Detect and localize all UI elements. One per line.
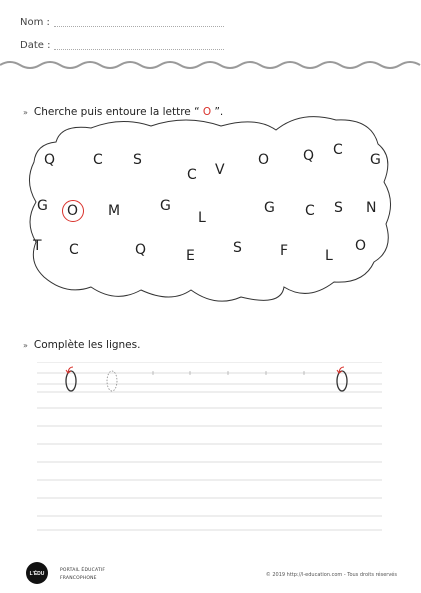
instruction-suffix: ”.: [214, 106, 224, 118]
svg-text:L'ÉDU: L'ÉDU: [29, 571, 45, 577]
letter-q-2: Q: [303, 148, 315, 164]
letter-t-1: T: [33, 238, 42, 254]
letter-v-1: V: [215, 162, 225, 178]
letter-q-3: Q: [135, 242, 147, 258]
letter-g-1: G: [370, 152, 381, 168]
letter-g-3: G: [160, 198, 171, 214]
letter-c-2: C: [187, 167, 197, 183]
portal-line-1: PORTAIL ÉDUCATIF: [60, 568, 106, 573]
letter-l-2: L: [325, 248, 333, 264]
handwriting-practice-lines: [37, 362, 382, 534]
letter-g-4: G: [264, 200, 275, 216]
letter-s-2: S: [334, 200, 343, 216]
letter-s-3: S: [233, 240, 242, 256]
date-line: [54, 49, 224, 50]
name-label: Nom :: [20, 17, 50, 28]
letter-l-1: L: [198, 210, 206, 226]
letter-c-4: C: [305, 203, 315, 219]
ledu-logo: [25, 560, 59, 586]
exercise2-instruction: [23, 339, 140, 351]
letter-f-1: F: [280, 243, 289, 259]
letter-q-1: Q: [44, 152, 56, 168]
name-field: [20, 17, 50, 28]
instruction-text: Complète les lignes.: [33, 339, 141, 351]
instruction-prefix: Cherche puis entoure la lettre “: [33, 106, 200, 118]
double-chevron-icon: »: [23, 341, 28, 350]
target-letter: O: [202, 106, 212, 118]
date-field: [20, 40, 50, 51]
letter-c-1: C: [93, 152, 103, 168]
letter-o-2: O: [355, 238, 367, 254]
letter-n-1: N: [366, 200, 377, 216]
letter-o-1: O: [258, 152, 270, 168]
date-label: Date :: [20, 40, 51, 51]
letter-g-2: G: [37, 198, 48, 214]
portal-line-2: FRANCOPHONE: [60, 576, 97, 581]
double-chevron-icon: »: [23, 108, 28, 117]
wavy-divider: [0, 58, 421, 72]
name-line: [54, 26, 224, 27]
letter-s-1: S: [133, 152, 142, 168]
letter-o-circled: O: [67, 203, 79, 219]
letter-c-3: C: [333, 142, 343, 158]
copyright-text: © 2019 http://l-education.com - Tous droits réservés: [265, 572, 397, 578]
letter-e-1: E: [186, 248, 195, 264]
letter-c-5: C: [69, 242, 79, 258]
letter-m-1: M: [108, 203, 121, 219]
